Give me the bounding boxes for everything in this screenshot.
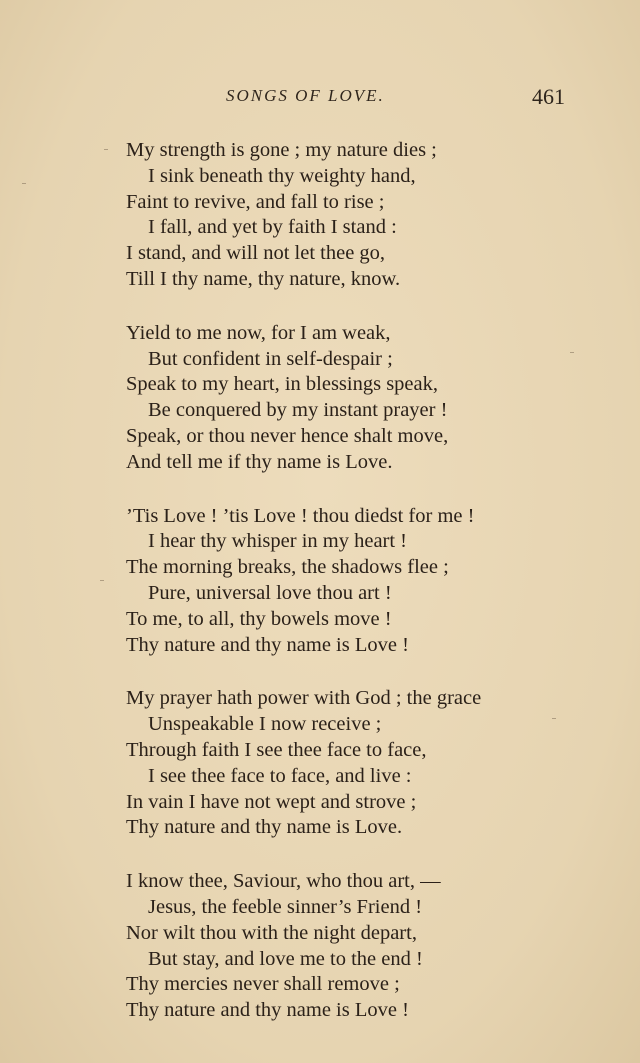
poem-line: The morning breaks, the shadows flee ;: [126, 556, 449, 579]
poem-line: ’Tis Love ! ’tis Love ! thou diedst for me !: [126, 504, 475, 527]
poem-line: But confident in self-despair ;: [148, 347, 393, 370]
poem-line: Jesus, the feeble sinner’s Friend !: [148, 895, 423, 918]
poem-line: I see thee face to face, and live :: [148, 764, 412, 787]
poem-line: I stand, and will not let thee go,: [126, 242, 386, 265]
poem-line: And tell me if thy name is Love.: [126, 450, 393, 473]
poem-line: Be conquered by my instant prayer !: [148, 399, 448, 422]
poem-line: I know thee, Saviour, who thou art, —: [126, 870, 441, 893]
poem-line: Thy nature and thy name is Love !: [126, 633, 409, 656]
poem-line: I sink beneath thy weighty hand,: [148, 164, 416, 187]
poem-line: Thy nature and thy name is Love.: [126, 816, 403, 839]
poem: [126, 138, 596, 1052]
page-number: 461: [532, 84, 565, 109]
page-header: [0, 84, 640, 114]
poem-line: Speak to my heart, in blessings speak,: [126, 373, 439, 396]
poem-line: Faint to revive, and fall to rise ;: [126, 190, 385, 213]
poem-line: Pure, universal love thou art !: [148, 581, 392, 604]
stanza: [126, 869, 596, 1024]
poem-line: Nor wilt thou with the night depart,: [126, 921, 417, 944]
poem-line: Unspeakable I now receive ;: [148, 713, 382, 736]
poem-line: Thy mercies never shall remove ;: [126, 973, 400, 996]
poem-line: In vain I have not wept and strove ;: [126, 790, 417, 813]
poem-line: I hear thy whisper in my heart !: [148, 530, 408, 553]
poem-line: Till I thy name, thy nature, know.: [126, 267, 401, 290]
stanza: [126, 504, 596, 659]
poem-line: Yield to me now, for I am weak,: [126, 321, 391, 344]
poem-line: My prayer hath power with God ; the grace: [126, 687, 482, 710]
poem-line: But stay, and love me to the end !: [148, 947, 423, 970]
stanza: [126, 321, 596, 476]
stanza: [126, 686, 596, 841]
stanza: [126, 138, 596, 293]
poem-line: Through faith I see thee face to face,: [126, 738, 427, 761]
paper-speck: [100, 580, 104, 581]
paper-speck: [22, 183, 26, 184]
running-head: SONGS OF LOVE.: [226, 86, 385, 105]
poem-line: Speak, or thou never hence shalt move,: [126, 424, 449, 447]
poem-line: To me, to all, thy bowels move !: [126, 607, 392, 630]
poem-line: I fall, and yet by faith I stand :: [148, 216, 397, 239]
poem-line: My strength is gone ; my nature dies ;: [126, 139, 437, 161]
paper-speck: [104, 149, 108, 150]
poem-line: Thy nature and thy name is Love !: [126, 999, 409, 1022]
